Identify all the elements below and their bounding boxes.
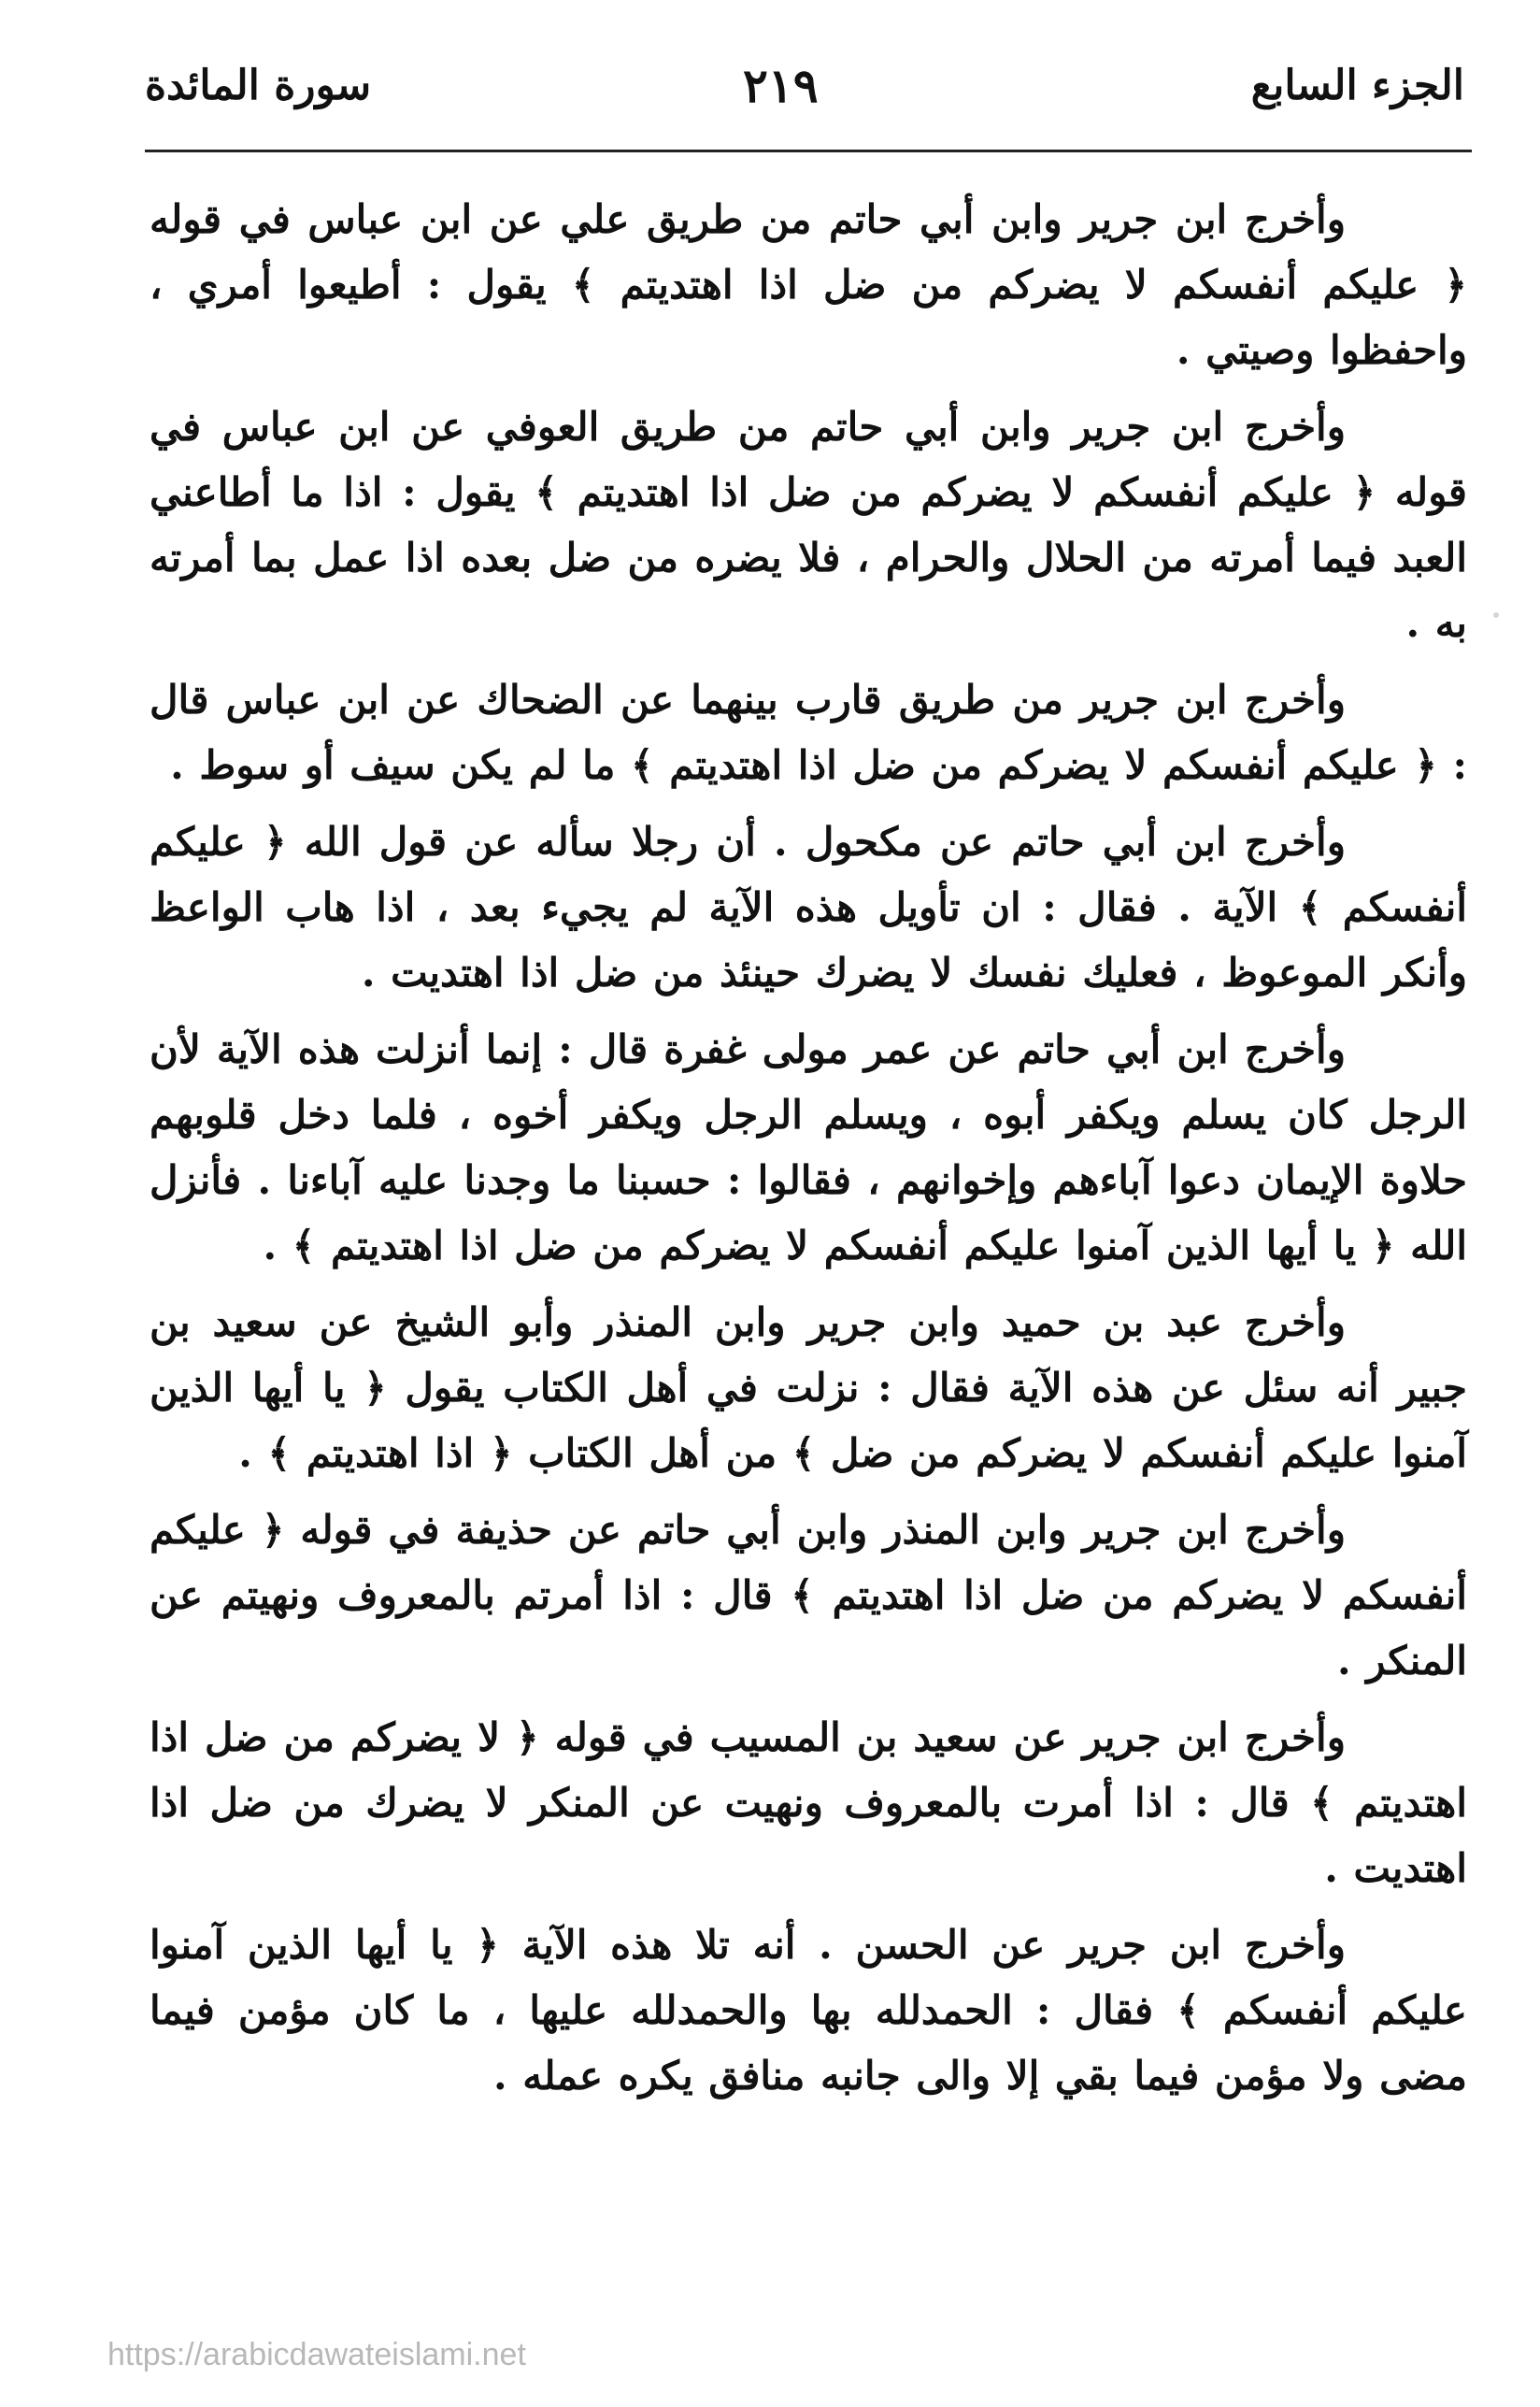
- paragraph: وأخرج ابن جرير وابن المنذر وابن أبي حاتم عن حذيفة في قوله ﴿ عليكم أنفسكم لا يضركم من ضل اذا اهتديتم ﴾ قال : اذا أمرتم بالمعروف ونهيتم عن المنكر .: [150, 1507, 1467, 1683]
- paragraph: وأخرج ابن جرير عن الحسن . أنه تلا هذه الآية ﴿ يا أيها الذين آمنوا عليكم أنفسكم ﴾ فقال : الحمدلله بها والحمدلله عليها ، ما كان مؤمن فيما مضى ولا مؤمن فيما بقي إلا والى جانبه منافق يكره عمله .: [150, 1922, 1467, 2099]
- chapter-title: الجزء السابع: [1250, 62, 1464, 109]
- page-header: [145, 58, 1472, 123]
- paragraph: وأخرج ابن جرير من طريق قارب بينهما عن الضحاك عن ابن عباس قال : ﴿ عليكم أنفسكم لا يضركم من ضل اذا اهتديتم ﴾ ما لم يكن سيف أو سوط .: [150, 677, 1467, 788]
- paragraph: وأخرج ابن أبي حاتم عن مكحول . أن رجلا سأله عن قول الله ﴿ عليكم أنفسكم ﴾ الآية . فقال : ان تأويل هذه الآية لم يجيء بعد ، اذا هاب الواعظ وأنكر الموعوظ ، فعليك نفسك لا يضرك حينئذ من ضل اذا اهتديت .: [150, 819, 1467, 996]
- paragraph: وأخرج ابن جرير وابن أبي حاتم من طريق علي عن ابن عباس في قوله ﴿ عليكم أنفسكم لا يضركم من ضل اذا اهتديتم ﴾ يقول : أطيعوا أمري ، واحفظوا وصيتي .: [150, 196, 1467, 373]
- body-text: [150, 187, 1467, 2120]
- paragraph: وأخرج ابن أبي حاتم عن عمر مولى غفرة قال : إنما أنزلت هذه الآية لأن الرجل كان يسلم ويكفر أبوه ، ويسلم الرجل ويكفر أخوه ، فلما دخل قلوبهم حلاوة الإيمان دعوا آباءهم وإخوانهم ، فقالوا : حسبنا ما وجدنا عليه آباءنا . فأنزل الله ﴿ يا أيها الذين آمنوا عليكم أنفسكم لا يضركم من ضل اذا اهتديتم ﴾ .: [150, 1026, 1467, 1268]
- paragraph: وأخرج ابن جرير عن سعيد بن المسيب في قوله ﴿ لا يضركم من ضل اذا اهتديتم ﴾ قال : اذا أمرت بالمعروف ونهيت عن المنكر لا يضرك من ضل اذا اهتديت .: [150, 1714, 1467, 1891]
- header-rule: [145, 150, 1472, 152]
- paragraph: وأخرج عبد بن حميد وابن جرير وابن المنذر وأبو الشيخ عن سعيد بن جبير أنه سئل عن هذه الآية فقال : نزلت في أهل الكتاب يقول ﴿ يا أيها الذين آمنوا عليكم أنفسكم لا يضركم من ضل ﴾ من أهل الكتاب ﴿ اذا اهتديتم ﴾ .: [150, 1299, 1467, 1476]
- watermark-url: https://arabicdawateislami.net: [107, 2337, 526, 2372]
- surah-title: سورة المائدة: [145, 62, 372, 109]
- paragraph: وأخرج ابن جرير وابن أبي حاتم من طريق العوفي عن ابن عباس في قوله ﴿ عليكم أنفسكم لا يضركم من ضل اذا اهتديتم ﴾ يقول : اذا ما أطاعني العبد فيما أمرته من الحلال والحرام ، فلا يضره من ضل بعده اذا عمل بما أمرته به .: [150, 404, 1467, 646]
- scan-speck: [1493, 612, 1499, 618]
- page-number: ٢١٩: [743, 58, 819, 113]
